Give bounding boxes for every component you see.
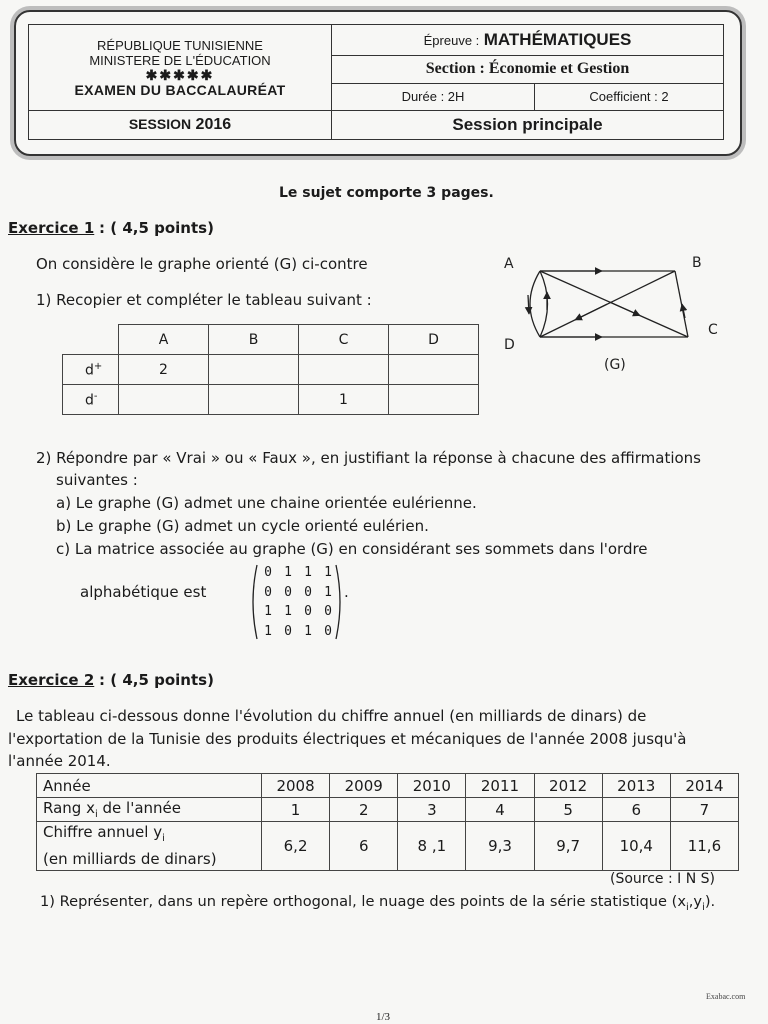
section-cell: Section : Économie et Gestion (332, 55, 724, 83)
rank-cell: 2 (330, 798, 398, 822)
exercise1-qa: a) Le graphe (G) admet une chaine orientée eulérienne. (56, 494, 477, 512)
source-note: (Source : I N S) (610, 871, 716, 887)
matrix-cell: 1 (284, 565, 292, 581)
edge-b-d-arrow (575, 304, 607, 320)
value-cell: 6 (330, 822, 398, 871)
rank-cell: 3 (398, 798, 466, 822)
value-cell: 9,7 (534, 822, 602, 871)
matrix-row (258, 563, 338, 583)
exercise1-statement: On considère le graphe orienté (G) ci-contre (36, 255, 368, 273)
vertex-d: D (504, 337, 515, 353)
exercise1-q2-line2: suivantes : (56, 471, 138, 489)
matrix-cell: 1 (264, 623, 272, 639)
exercise2-title: Exercice 2 (8, 671, 95, 689)
dminus-d (389, 385, 479, 415)
stars-separator: ✱✱✱✱✱ (145, 66, 215, 83)
exercise1-title: Exercice 1 (8, 219, 95, 237)
dplus-a: 2 (119, 355, 209, 385)
dplus-d (389, 355, 479, 385)
graph-g (490, 250, 730, 380)
year-cell: 2008 (262, 774, 330, 798)
exercise1-q2-line1: 2) Répondre par « Vrai » ou « Faux », en justifiant la réponse à chacune des affirmations (36, 449, 701, 467)
exam-label: EXAMEN DU BACCALAURÉAT (74, 81, 286, 98)
session-cell (29, 111, 332, 140)
matrix-cell: 0 (324, 604, 332, 620)
coefficient-cell: Coefficient : 2 (535, 83, 724, 111)
export-table (36, 773, 739, 871)
rank-cell: 1 (262, 798, 330, 822)
header-left-cell (29, 25, 332, 111)
exercise2-para-line2: l'exportation de la Tunisie des produits électriques et mécaniques de l'année 2008 jusqu'à (8, 730, 687, 748)
exercise2-points: : ( 4,5 points) (99, 671, 214, 689)
year-cell: 2012 (534, 774, 602, 798)
exercise1-qb: b) Le graphe (G) admet un cycle orienté eulérien. (56, 517, 429, 535)
value-cell: 8 ,1 (398, 822, 466, 871)
exercise1-q1: 1) Recopier et compléter le tableau suivant : (36, 291, 372, 309)
matrix-cell: 1 (324, 584, 332, 600)
value-cell: 9,3 (466, 822, 534, 871)
matrix-row (258, 622, 338, 642)
exercise2-q1: 1) Représenter, dans un repère orthogonal, le nuage des points de la série statistique $(x_i,y_i)$. (40, 893, 716, 913)
republic-label: RÉPUBLIQUE TUNISIENNE (97, 37, 263, 53)
matrix-row (258, 602, 338, 622)
session-label: SESSION (128, 116, 192, 133)
matrix-cell: 1 (284, 604, 292, 620)
rank-cell: 6 (602, 798, 670, 822)
degree-col-c: C (299, 325, 389, 355)
rank-cell: 5 (534, 798, 602, 822)
degree-col-a: A (119, 325, 209, 355)
matrix-cell: 1 (304, 623, 312, 639)
matrix-cell: 0 (284, 584, 292, 600)
exercise1-qc: c) La matrice associée au graphe (G) en considérant ses sommets dans l'ordre (56, 540, 648, 558)
matrix-cell: 0 (264, 565, 272, 581)
exercise1-qc-cont: alphabétique est (80, 583, 207, 601)
edge-a-c-arrow (610, 302, 640, 315)
vertex-b: B (692, 255, 702, 271)
session-year: 2016 (195, 116, 232, 134)
page-count-note: Le sujet comporte 3 pages. (279, 185, 494, 201)
epreuve-cell (332, 25, 724, 56)
header-table (28, 24, 724, 140)
graph-caption: (G) (604, 357, 626, 373)
adjacency-matrix (248, 563, 344, 641)
dplus-c (299, 355, 389, 385)
exercise1-points: : ( 4,5 points) (99, 219, 214, 237)
matrix-cell: 1 (304, 565, 312, 581)
matrix-cell: 0 (284, 623, 292, 639)
degree-table-corner (63, 325, 119, 355)
year-cell: 2011 (466, 774, 534, 798)
rank-cell: 7 (670, 798, 738, 822)
epreuve-label: Épreuve : (423, 32, 480, 48)
dminus-b (209, 385, 299, 415)
dminus-c: 1 (299, 385, 389, 415)
rank-cell: 4 (466, 798, 534, 822)
matrix-grid (258, 563, 338, 641)
matrix-cell: 0 (304, 584, 312, 600)
export-row-year-label: Année (37, 774, 262, 798)
matrix-end-period: . (344, 583, 349, 601)
matrix-row (258, 583, 338, 603)
ministry-label: MINISTERE DE L'ÉDUCATION (89, 52, 271, 68)
value-cell: 6,2 (262, 822, 330, 871)
exercise1-heading (8, 219, 214, 237)
matrix-cell: 1 (324, 565, 332, 581)
value-cell: 11,6 (670, 822, 738, 871)
exercise2-para-line1: Le tableau ci-dessous donne l'évolution du chiffre annuel (en milliards de dinars) de (16, 707, 647, 725)
export-row-value-label: Chiffre annuel $y_i$ (en milliards de dinars) (37, 822, 262, 871)
epreuve-subject: MATHÉMATIQUES (483, 29, 632, 49)
edge-a-d (530, 271, 540, 337)
exercise2-heading (8, 671, 214, 689)
year-cell: 2009 (330, 774, 398, 798)
dplus-b (209, 355, 299, 385)
edge-a-d-arrow (528, 295, 529, 314)
year-cell: 2013 (602, 774, 670, 798)
degree-col-b: B (209, 325, 299, 355)
vertex-a: A (504, 256, 514, 272)
dminus-label: d- (63, 385, 119, 415)
page-number: 1/3 (376, 1011, 391, 1023)
exercise2-para-line3: l'année 2014. (8, 752, 111, 770)
vertex-c: C (708, 322, 718, 338)
matrix-cell: 0 (304, 604, 312, 620)
matrix-cell: 0 (324, 623, 332, 639)
dplus-label: d+ (63, 355, 119, 385)
duree-cell: Durée : 2H (332, 83, 535, 111)
degree-table (62, 324, 479, 415)
session-type-cell: Session principale (332, 111, 724, 140)
degree-col-d: D (389, 325, 479, 355)
year-cell: 2010 (398, 774, 466, 798)
watermark: Exabac.com (706, 992, 746, 1001)
dminus-a (119, 385, 209, 415)
export-row-rank-label: Rang $x_i$ de l'année (37, 798, 262, 822)
year-cell: 2014 (670, 774, 738, 798)
edge-b-d (540, 271, 675, 337)
matrix-cell: 1 (264, 604, 272, 620)
value-cell: 10,4 (602, 822, 670, 871)
matrix-cell: 0 (264, 584, 272, 600)
edge-c-b (675, 271, 688, 337)
